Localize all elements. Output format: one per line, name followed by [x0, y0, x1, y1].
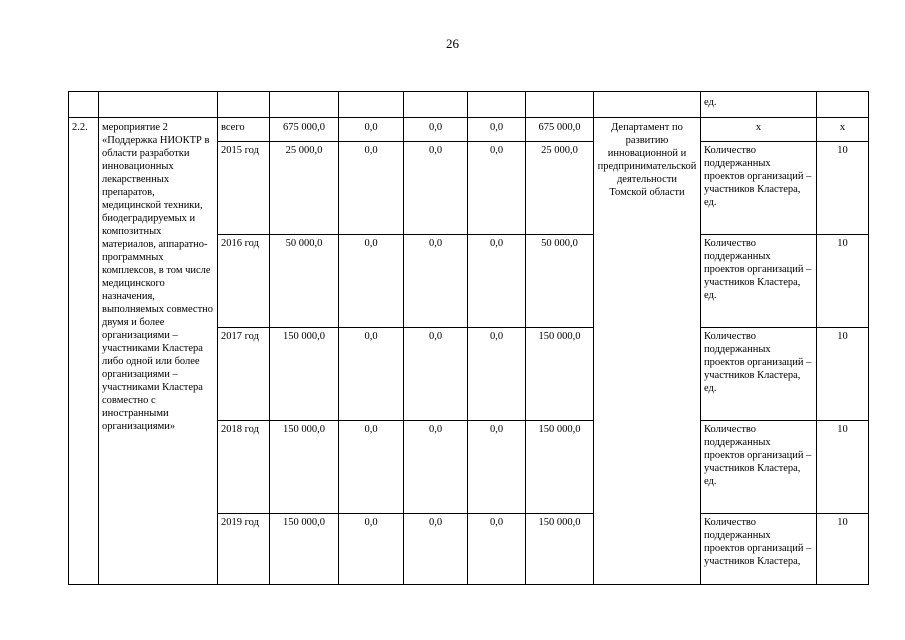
funding-cell: 150 000,0: [526, 421, 594, 514]
total-cell: 150 000,0: [270, 328, 339, 421]
funding-cell: 0,0: [404, 118, 468, 142]
funding-cell: 0,0: [468, 328, 526, 421]
funding-cell: 0,0: [404, 421, 468, 514]
funding-cell: 0,0: [404, 514, 468, 585]
funding-cell: 0,0: [339, 142, 404, 235]
funding-cell: 0,0: [468, 118, 526, 142]
indicator-cell: Количество поддержанных проектов организаций – участников Кластера, ед.: [701, 142, 817, 235]
value-cell: 10: [817, 421, 869, 514]
funding-cell: 0,0: [468, 514, 526, 585]
funding-cell: 0,0: [468, 142, 526, 235]
indicator-cell: Количество поддержанных проектов организаций – участников Кластера,: [701, 514, 817, 585]
item-title: мероприятие 2 «Поддержка НИОКТР в области разработки инновационных лекарственных препаратов, медицинской техники, биодеградируемых и композитных материалов, аппаратно-программных комплексов, в том числе медицинского назначения, выполняемых совместно двумя и более организациями – участниками Кластера либо одной или более организациями – участниками Кластера совместно с иностранными организациями»: [99, 118, 218, 585]
funding-cell: 675 000,0: [526, 118, 594, 142]
period-cell: всего: [218, 118, 270, 142]
total-cell: 50 000,0: [270, 235, 339, 328]
funding-cell: 0,0: [339, 328, 404, 421]
funding-cell: 150 000,0: [526, 514, 594, 585]
funding-cell: 0,0: [339, 235, 404, 328]
funding-cell: 0,0: [339, 421, 404, 514]
value-cell: 10: [817, 235, 869, 328]
value-cell: 10: [817, 514, 869, 585]
funding-cell: 0,0: [339, 118, 404, 142]
value-cell: 10: [817, 328, 869, 421]
item-number: 2.2.: [69, 118, 99, 585]
funding-cell: 0,0: [468, 421, 526, 514]
funding-cell: 0,0: [404, 328, 468, 421]
total-cell: 150 000,0: [270, 514, 339, 585]
period-cell: 2016 год: [218, 235, 270, 328]
indicator-cell: x: [701, 118, 817, 142]
page-number: 26: [446, 36, 459, 51]
table-row: [69, 118, 869, 142]
total-cell: 25 000,0: [270, 142, 339, 235]
funding-cell: 0,0: [404, 142, 468, 235]
funding-cell: 0,0: [339, 514, 404, 585]
indicator-cell: Количество поддержанных проектов организаций – участников Кластера, ед.: [701, 235, 817, 328]
executor-cell: Департамент по развитию инновационной и предпринимательской деятельности Томской области: [594, 118, 701, 585]
indicator-cell: Количество поддержанных проектов организаций – участников Кластера, ед.: [701, 421, 817, 514]
indicator-unit-cell: ед.: [701, 92, 817, 118]
funding-cell: 0,0: [468, 235, 526, 328]
period-cell: 2017 год: [218, 328, 270, 421]
period-cell: 2018 год: [218, 421, 270, 514]
value-cell: x: [817, 118, 869, 142]
period-cell: 2015 год: [218, 142, 270, 235]
total-cell: 675 000,0: [270, 118, 339, 142]
funding-cell: 150 000,0: [526, 328, 594, 421]
program-table: [68, 91, 869, 585]
value-cell: 10: [817, 142, 869, 235]
total-cell: 150 000,0: [270, 421, 339, 514]
continuation-row: [69, 92, 869, 118]
indicator-cell: Количество поддержанных проектов организаций – участников Кластера, ед.: [701, 328, 817, 421]
funding-cell: 0,0: [404, 235, 468, 328]
period-cell: 2019 год: [218, 514, 270, 585]
funding-cell: 25 000,0: [526, 142, 594, 235]
funding-cell: 50 000,0: [526, 235, 594, 328]
